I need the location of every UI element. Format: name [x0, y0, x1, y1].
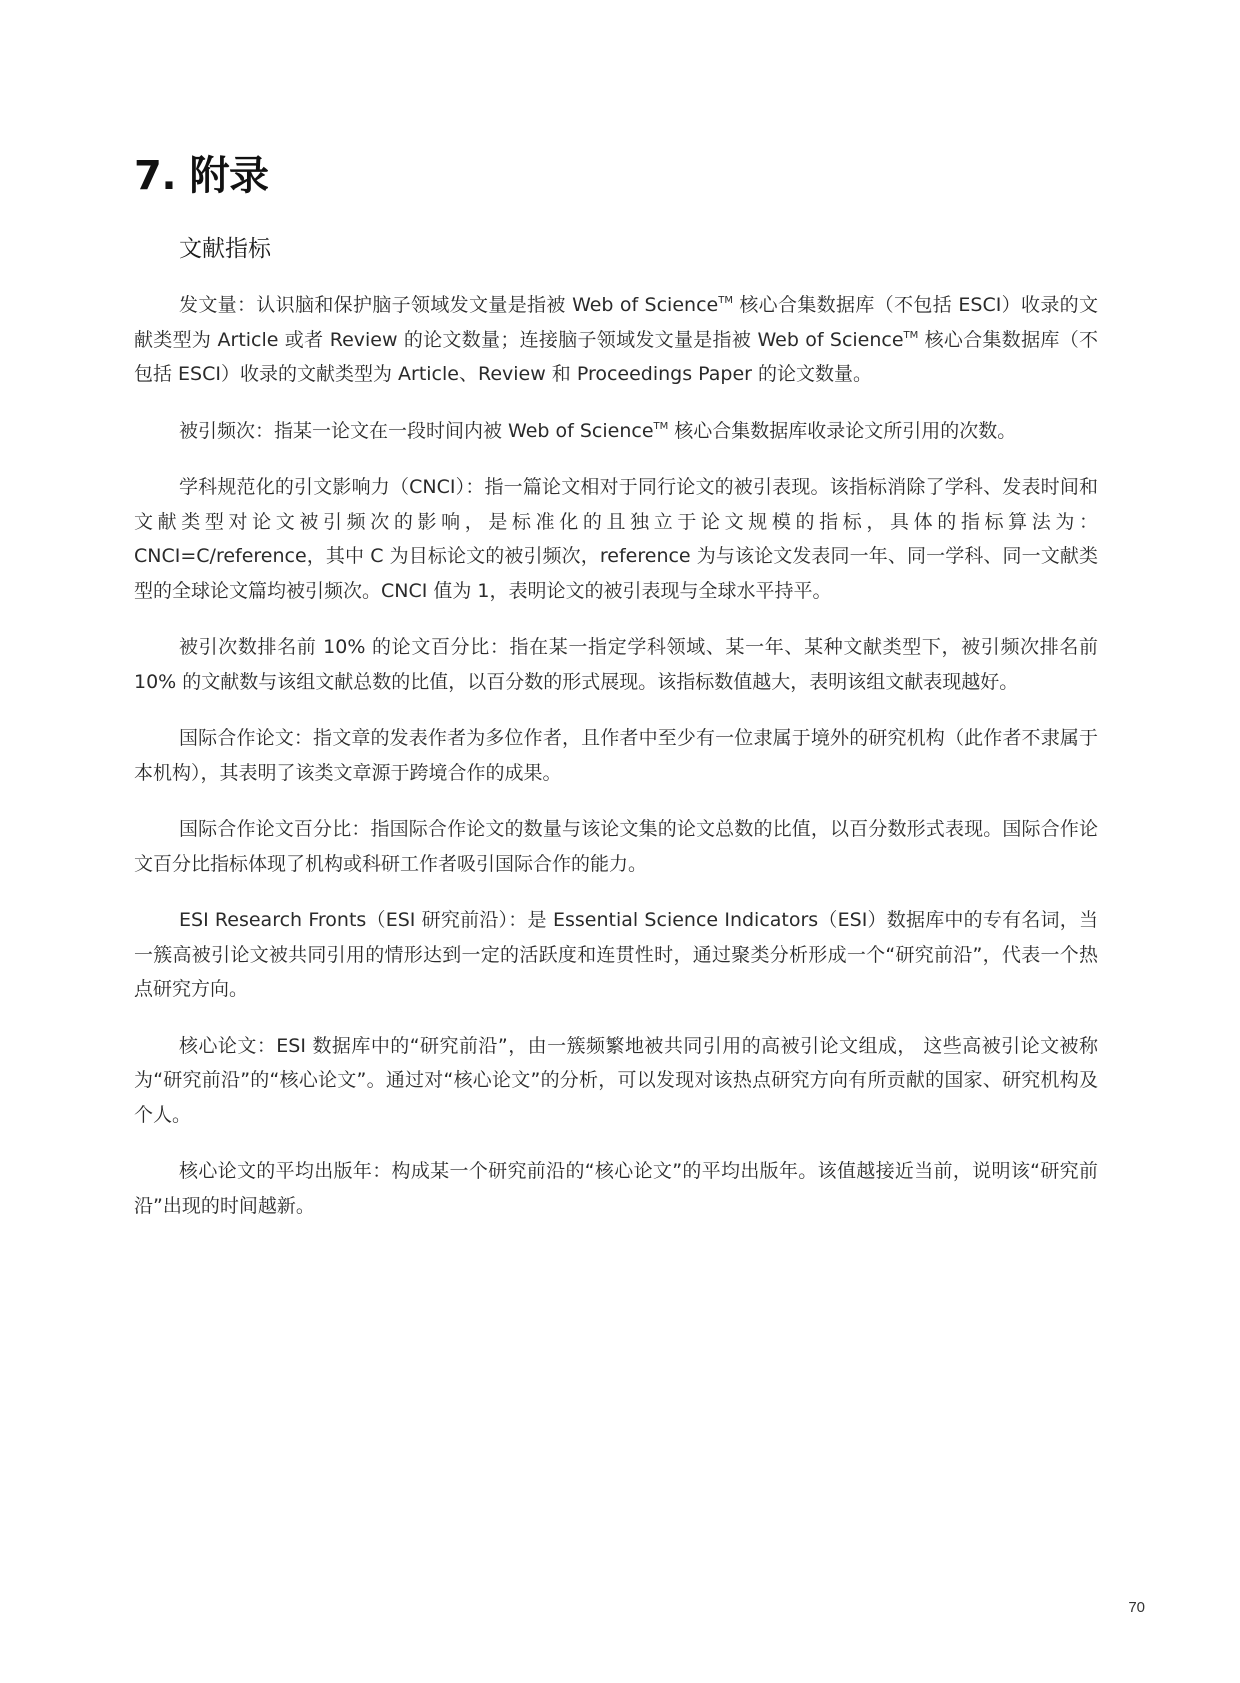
paragraph-text: 学科规范化的引文影响力（CNCI）：指一篇论文相对于同行论文的被引表现。该指标消除了学科、发表时间和文献类型对论文被引频次的影响，是标准化的且独立于论文规模的指标，具体的指标算法为：CNCI=C/reference，其中 C 为目标论文的被引频次，reference 为与该论文发表同一年、同一学科、同一文献类型的全球论文篇均被引频次。CNCI 值为 1，表明论文的被引表现与全球水平持平。 — [134, 476, 1098, 602]
paragraph-text: 核心合集数据库（不包括 ESCI）收录的文献类型为 Article、Review 和 Proceedings Paper 的论文数量。 — [134, 328, 1098, 385]
body-paragraph — [134, 1029, 1098, 1133]
body-paragraph — [134, 903, 1098, 1007]
paragraph-text: 发文量：认识脑和保护脑子领域发文量是指被 Web of Science — [179, 294, 719, 316]
section-heading: 文献指标 — [179, 236, 271, 262]
paragraph-text: 核心论文：ESI 数据库中的“研究前沿”，由一簇频繁地被共同引用的高被引论文组成， 这些高被引论文被称为“研究前沿”的“核心论文”。通过对“核心论文”的分析，可以发现对该热点研究方向有所贡献的国家、研究机构及个人。 — [134, 1034, 1098, 1126]
body-paragraph — [134, 288, 1098, 392]
body-text — [134, 288, 1098, 1245]
trademark-superscript: TM — [653, 420, 669, 432]
body-paragraph — [134, 721, 1098, 790]
paragraph-text: 核心合集数据库（不包括 ESCI）收录的文献类型为 Article 或者 Review 的论文数量；连接脑子领域发文量是指被 Web of Science — [134, 294, 1099, 351]
page-number: 70 — [1128, 1599, 1145, 1616]
paragraph-text: ESI Research Fronts（ESI 研究前沿）：是 Essential Science Indicators（ESI）数据库中的专有名词，当一簇高被引论文被共同引用的情形达到一定的活跃度和连贯性时，通过聚类分析形成一个“研究前沿”，代表一个热点研究方向。 — [134, 909, 1098, 1000]
paragraph-text: 被引频次：指某一论文在一段时间内被 Web of Science — [179, 419, 654, 442]
trademark-superscript: TM — [903, 329, 919, 341]
paragraph-text: 核心论文的平均出版年：构成某一个研究前沿的“核心论文”的平均出版年。该值越接近当前，说明该“研究前沿”出现的时间越新。 — [134, 1160, 1098, 1217]
paragraph-text: 核心合集数据库收录论文所引用的次数。 — [668, 419, 1017, 442]
trademark-superscript: TM — [718, 295, 733, 306]
body-paragraph — [134, 630, 1098, 699]
paragraph-text: 国际合作论文百分比：指国际合作论文的数量与该论文集的论文总数的比值，以百分数形式表现。国际合作论文百分比指标体现了机构或科研工作者吸引国际合作的能力。 — [134, 818, 1098, 875]
page-title: 7. 附录 — [134, 153, 269, 199]
paragraph-text: 国际合作论文：指文章的发表作者为多位作者，且作者中至少有一位隶属于境外的研究机构（此作者不隶属于本机构），其表明了该类文章源于跨境合作的成果。 — [134, 727, 1098, 784]
paragraph-text: 被引次数排名前 10% 的论文百分比：指在某一指定学科领域、某一年、某种文献类型下，被引频次排名前 10% 的文献数与该组文献总数的比值，以百分数的形式展现。该指标数值越大，表明该组文献表现越好。 — [134, 636, 1098, 693]
body-paragraph — [134, 470, 1098, 608]
body-paragraph — [134, 1154, 1098, 1223]
body-paragraph — [134, 414, 1098, 449]
body-paragraph — [134, 812, 1098, 881]
